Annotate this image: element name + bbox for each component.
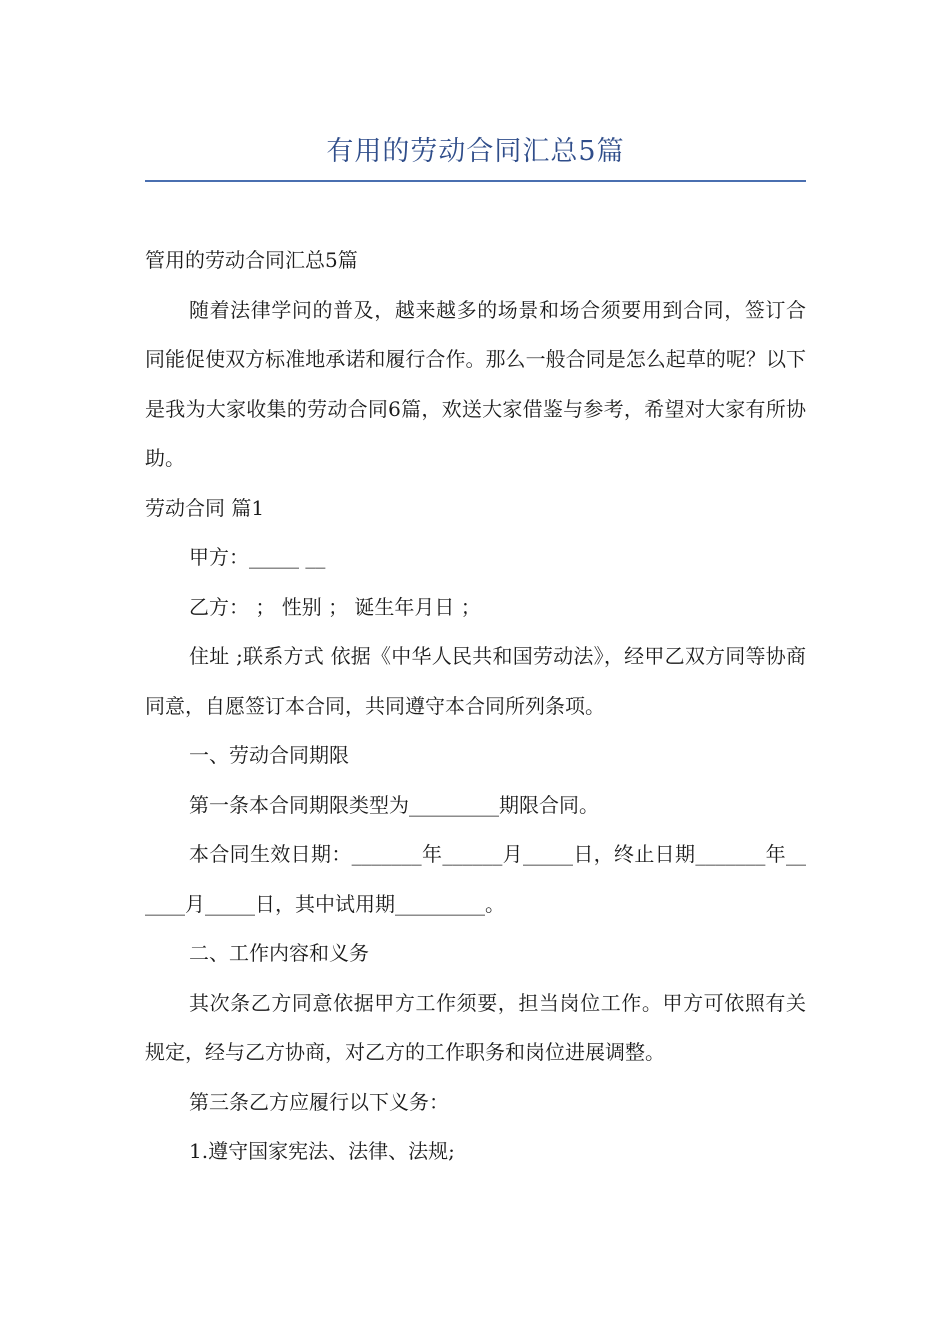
list-item-1: 1.遵守国家宪法、法律、法规; bbox=[189, 1139, 455, 1163]
article-3: 第三条乙方应履行以下义务： bbox=[189, 1089, 449, 1114]
paragraph-intro: 随着法律学问的普及，越来越多的场景和场合须要用到合同，签订合同能促使双方标准地承诺和履行合作。那么一般合同是怎么起草的呢？以下是我为大家收集的劳动合同6篇，欢送大家借鉴与参考，希望对大家有所协助。 bbox=[145, 297, 806, 470]
paragraph-subtitle: 管用的劳动合同汇总5篇 bbox=[145, 248, 358, 272]
party-b-line: 乙方： ； 性别 ； 诞生年月日 ； bbox=[189, 594, 481, 619]
paragraph-effective-date: 本合同生效日期：_______年______月_____日，终止日期_______年______月_____日，其中试用期_________。 bbox=[145, 842, 806, 916]
clause-heading-duties: 二、工作内容和义务 bbox=[189, 941, 369, 965]
article-1: 第一条本合同期限类型为_________期限合同。 bbox=[189, 792, 599, 817]
document-body bbox=[145, 236, 806, 1177]
title-underline bbox=[145, 180, 806, 182]
paragraph-address-basis: 住址 ;联系方式 依据《中华人民共和国劳动法》，经甲乙双方同等协商同意，自愿签订本合同，共同遵守本合同所列条项。 bbox=[145, 644, 806, 718]
article-2: 其次条乙方同意依据甲方工作须要，担当岗位工作。甲方可依照有关规定，经与乙方协商，对乙方的工作职务和岗位进展调整。 bbox=[145, 990, 806, 1064]
party-a-line: 甲方：_____ __ bbox=[189, 545, 326, 569]
section-heading-contract-1: 劳动合同 篇1 bbox=[145, 495, 265, 520]
clause-heading-term: 一、劳动合同期限 bbox=[189, 743, 349, 767]
document-title: 有用的劳动合同汇总5篇 bbox=[326, 136, 625, 167]
